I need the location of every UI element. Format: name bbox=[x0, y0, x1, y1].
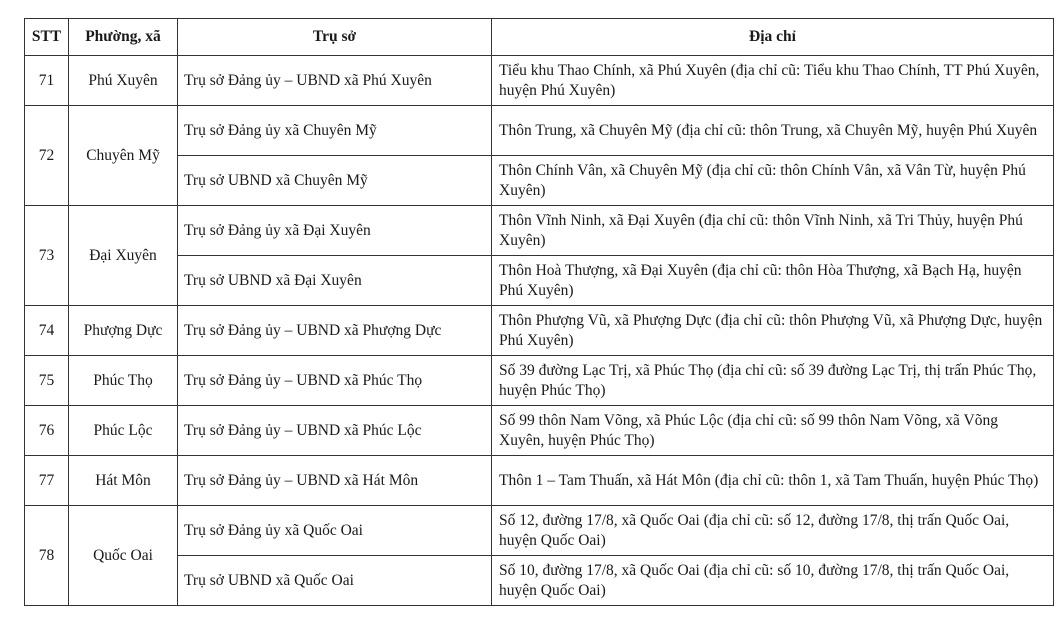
cell-office: Trụ sở Đảng ủy – UBND xã Phú Xuyên bbox=[178, 56, 492, 106]
header-office: Trụ sở bbox=[178, 19, 492, 56]
table-row bbox=[25, 556, 1054, 606]
table-row bbox=[25, 56, 1054, 106]
cell-stt: 73 bbox=[25, 206, 69, 306]
table-row bbox=[25, 456, 1054, 506]
header-ward: Phường, xã bbox=[69, 19, 178, 56]
cell-office: Trụ sở Đảng ủy – UBND xã Phượng Dực bbox=[178, 306, 492, 356]
cell-office: Trụ sở Đảng ủy xã Quốc Oai bbox=[178, 506, 492, 556]
document-page bbox=[24, 18, 1053, 606]
table-row bbox=[25, 206, 1054, 256]
cell-office: Trụ sở Đảng ủy xã Đại Xuyên bbox=[178, 206, 492, 256]
table-row bbox=[25, 506, 1054, 556]
cell-stt: 76 bbox=[25, 406, 69, 456]
cell-ward: Phúc Lộc bbox=[69, 406, 178, 456]
table-row bbox=[25, 256, 1054, 306]
cell-address: Thôn Hoà Thượng, xã Đại Xuyên (địa chỉ cũ: thôn Hòa Thượng, xã Bạch Hạ, huyện Phú Xuyên) bbox=[492, 256, 1054, 306]
cell-office: Trụ sở UBND xã Đại Xuyên bbox=[178, 256, 492, 306]
cell-office: Trụ sở Đảng ủy – UBND xã Hát Môn bbox=[178, 456, 492, 506]
cell-address: Tiểu khu Thao Chính, xã Phú Xuyên (địa chỉ cũ: Tiểu khu Thao Chính, TT Phú Xuyên, huyện Phú Xuyên) bbox=[492, 56, 1054, 106]
cell-address: Số 99 thôn Nam Võng, xã Phúc Lộc (địa chỉ cũ: số 99 thôn Nam Võng, xã Võng Xuyên, huyện Phúc Thọ) bbox=[492, 406, 1054, 456]
cell-ward: Phú Xuyên bbox=[69, 56, 178, 106]
cell-office: Trụ sở Đảng ủy – UBND xã Phúc Lộc bbox=[178, 406, 492, 456]
cell-address: Số 12, đường 17/8, xã Quốc Oai (địa chỉ cũ: số 12, đường 17/8, thị trấn Quốc Oai, huyện Quốc Oai) bbox=[492, 506, 1054, 556]
cell-stt: 77 bbox=[25, 456, 69, 506]
cell-stt: 78 bbox=[25, 506, 69, 606]
cell-ward: Hát Môn bbox=[69, 456, 178, 506]
cell-stt: 74 bbox=[25, 306, 69, 356]
cell-stt: 72 bbox=[25, 106, 69, 206]
table-row bbox=[25, 306, 1054, 356]
table-row bbox=[25, 156, 1054, 206]
cell-address: Thôn Phượng Vũ, xã Phượng Dực (địa chỉ cũ: thôn Phượng Vũ, xã Phượng Dực, huyện Phú Xuyên) bbox=[492, 306, 1054, 356]
cell-address: Số 39 đường Lạc Trị, xã Phúc Thọ (địa chỉ cũ: số 39 đường Lạc Trị, thị trấn Phúc Thọ, huyện Phúc Thọ) bbox=[492, 356, 1054, 406]
header-stt: STT bbox=[25, 19, 69, 56]
cell-office: Trụ sở UBND xã Chuyên Mỹ bbox=[178, 156, 492, 206]
cell-ward: Đại Xuyên bbox=[69, 206, 178, 306]
cell-address: Thôn Chính Vân, xã Chuyên Mỹ (địa chỉ cũ: thôn Chính Vân, xã Vân Từ, huyện Phú Xuyên) bbox=[492, 156, 1054, 206]
cell-ward: Chuyên Mỹ bbox=[69, 106, 178, 206]
cell-office: Trụ sở Đảng ủy – UBND xã Phúc Thọ bbox=[178, 356, 492, 406]
cell-ward: Phúc Thọ bbox=[69, 356, 178, 406]
cell-office: Trụ sở Đảng ủy xã Chuyên Mỹ bbox=[178, 106, 492, 156]
cell-address: Thôn Trung, xã Chuyên Mỹ (địa chỉ cũ: thôn Trung, xã Chuyên Mỹ, huyện Phú Xuyên bbox=[492, 106, 1054, 156]
cell-stt: 75 bbox=[25, 356, 69, 406]
table-row bbox=[25, 356, 1054, 406]
cell-stt: 71 bbox=[25, 56, 69, 106]
cell-ward: Phượng Dực bbox=[69, 306, 178, 356]
cell-address: Số 10, đường 17/8, xã Quốc Oai (địa chỉ cũ: số 10, đường 17/8, thị trấn Quốc Oai, huyện Quốc Oai) bbox=[492, 556, 1054, 606]
table-row bbox=[25, 106, 1054, 156]
table-row bbox=[25, 406, 1054, 456]
header-address: Địa chỉ bbox=[492, 19, 1054, 56]
office-address-table bbox=[24, 18, 1054, 606]
cell-address: Thôn 1 – Tam Thuấn, xã Hát Môn (địa chỉ cũ: thôn 1, xã Tam Thuấn, huyện Phúc Thọ) bbox=[492, 456, 1054, 506]
cell-ward: Quốc Oai bbox=[69, 506, 178, 606]
cell-address: Thôn Vĩnh Ninh, xã Đại Xuyên (địa chỉ cũ: thôn Vĩnh Ninh, xã Tri Thủy, huyện Phú Xuyên) bbox=[492, 206, 1054, 256]
cell-office: Trụ sở UBND xã Quốc Oai bbox=[178, 556, 492, 606]
table-body bbox=[25, 56, 1054, 606]
table-header-row bbox=[25, 19, 1054, 56]
